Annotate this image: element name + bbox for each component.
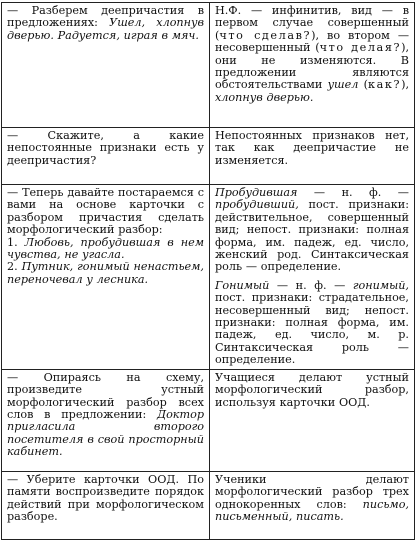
teacher-text bbox=[7, 130, 204, 167]
text-run: пост. признаки: действительное, совершенный вид; непост. признаки: полная форма, им. падеж, ед. число, женский род. Синтаксическая роль — определение. bbox=[215, 198, 409, 274]
text-run: — Скажите, а какие непостоянные признаки есть у деепричастия? bbox=[7, 129, 204, 167]
text-run: — н. ф. — bbox=[269, 278, 353, 292]
text-run: ), bbox=[401, 78, 409, 92]
table-row bbox=[2, 471, 415, 539]
teacher-cell bbox=[2, 369, 210, 471]
example-text: Пробудившая bbox=[215, 186, 298, 199]
teacher-cell bbox=[2, 128, 210, 185]
student-cell bbox=[210, 471, 415, 539]
table-row bbox=[2, 369, 415, 471]
lesson-dialog-table bbox=[1, 2, 415, 540]
example-text: Гонимый bbox=[215, 278, 270, 292]
student-cell bbox=[210, 128, 415, 185]
teacher-cell bbox=[2, 471, 210, 539]
question-text: что делая? bbox=[319, 41, 402, 55]
text-run: пост. признаки: страдательное, несовершенный вид; непост. признаки: полная форма, им. падеж, ед. число, м. р. Синтаксическая роль — определение. bbox=[215, 291, 409, 367]
question-text: как? bbox=[368, 78, 402, 92]
student-cell bbox=[210, 185, 415, 370]
student-text bbox=[215, 474, 409, 524]
text-run: — Разберем деепричастия в предложениях: bbox=[7, 4, 204, 30]
example-text: Доктор пригласила второго посетителя в свой просторный кабинет. bbox=[7, 407, 204, 459]
example-text: гонимый, bbox=[352, 278, 409, 292]
teacher-text bbox=[7, 187, 204, 237]
text-run: Ученики делают морфологический разбор трех однокоренных слов: bbox=[215, 472, 409, 511]
text-run: — н. ф. — bbox=[297, 186, 409, 199]
teacher-text bbox=[7, 372, 204, 459]
text-run: 2. bbox=[7, 260, 22, 274]
example-sentence-2 bbox=[7, 261, 204, 286]
table-row bbox=[2, 185, 415, 370]
example-text: пробудивший, bbox=[215, 198, 299, 212]
example-text: Путник, гонимый ненастьем, переночевал у лесника. bbox=[7, 260, 204, 286]
student-text bbox=[215, 372, 409, 409]
text-run: ), во втором — несовершенный ( bbox=[215, 28, 410, 55]
table-row bbox=[2, 3, 415, 128]
teacher-cell bbox=[2, 185, 210, 370]
example-text: Ушел, хлопнув дверью. Радуется, играя в мяч. bbox=[7, 16, 205, 42]
student-cell bbox=[210, 369, 415, 471]
student-text bbox=[215, 5, 409, 104]
text-run: ( bbox=[358, 78, 369, 92]
student-cell bbox=[210, 3, 415, 128]
example-text: ушел bbox=[327, 78, 359, 92]
text-run: Непостоянных признаков нет, так как деепричастие не изменяется. bbox=[215, 129, 409, 167]
text-run: Н.Ф. — инфинитив, вид — в первом случае совершенный ( bbox=[215, 4, 409, 42]
example-text: письмо, письменный, писать. bbox=[215, 497, 409, 523]
student-analysis-2 bbox=[215, 280, 409, 367]
teacher-text bbox=[7, 5, 204, 42]
example-sentence-1 bbox=[7, 237, 204, 262]
student-text bbox=[215, 130, 409, 167]
text-run: — Теперь давайте постараемся с вами на основе карточки с разбором причастия сделать морфологический разбор: bbox=[7, 186, 204, 237]
table-row bbox=[2, 128, 415, 185]
text-run: — Уберите карточки ООД. По памяти воспроизведите порядок действий при морфологическом разборе. bbox=[7, 472, 204, 523]
example-text: Любовь, пробудившая в нем чувства, не угасла. bbox=[7, 235, 204, 262]
text-run: 1. bbox=[7, 235, 25, 249]
teacher-cell bbox=[2, 3, 210, 128]
question-text: что сделав? bbox=[219, 28, 312, 42]
text-run: Учащиеся делают устный морфологический разбор, используя карточки ООД. bbox=[215, 370, 409, 409]
text-run: — Опираясь на схему, произведите устный морфологический разбор всех слов в предложении: bbox=[7, 370, 204, 421]
example-text: хлопнув дверью. bbox=[215, 90, 314, 104]
teacher-text bbox=[7, 474, 204, 524]
text-run: ), они не изменяются. В предложении являются обстоятельствами bbox=[215, 41, 410, 92]
student-analysis-1 bbox=[215, 187, 409, 274]
